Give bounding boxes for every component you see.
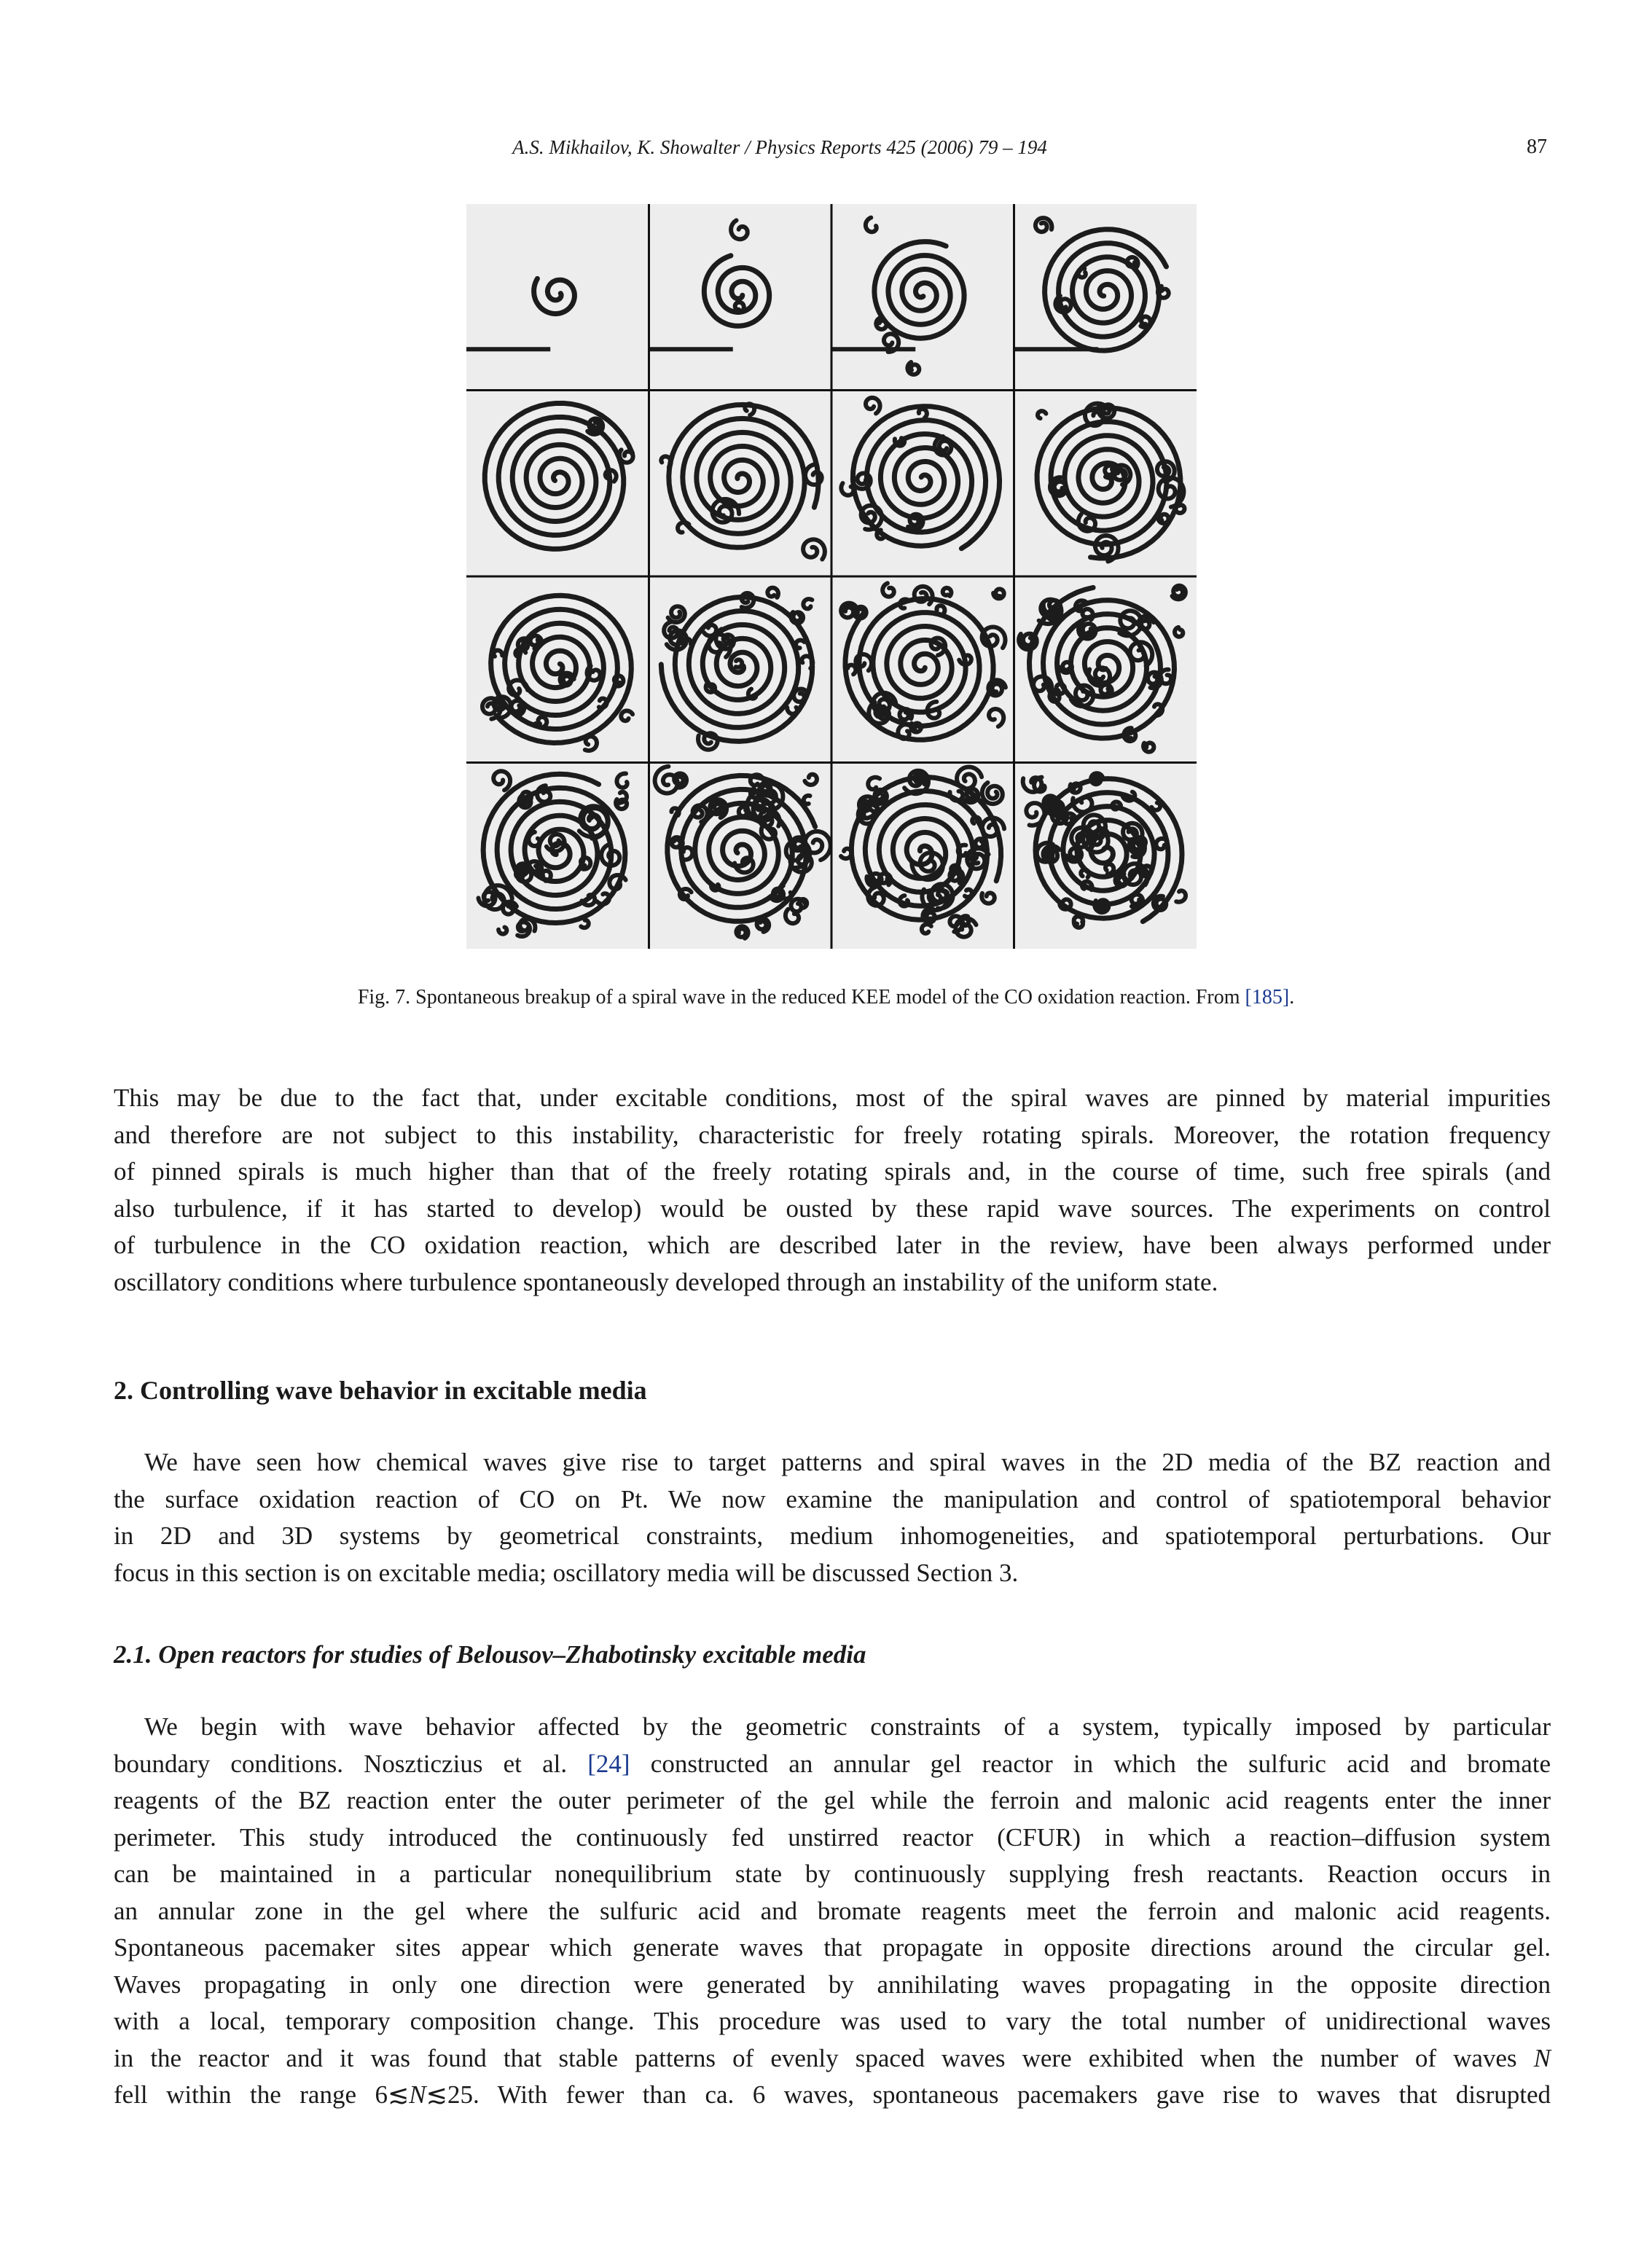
text-line: an annular zone in the gel where the sulfuric acid and bromate reagents meet the ferroin and malonic acid reagents. [114, 1896, 1551, 1925]
text-line: can be maintained in a particular nonequilibrium state by continuously supplying fresh reactants. Reaction occurs in [114, 1860, 1551, 1888]
figure-panel [1014, 204, 1197, 391]
paragraph-section-intro [114, 1444, 1551, 1591]
figure-panel [831, 763, 1014, 949]
figure-panel [649, 391, 832, 577]
text-line: with a local, temporary composition change. This procedure was used to vary the total number of unidirectional waves [114, 2007, 1551, 2035]
paragraph-pinned-spirals [114, 1080, 1551, 1301]
text-segment: boundary conditions. Noszticzius et al. [114, 1749, 588, 1778]
math-symbol: ≲ [387, 2080, 410, 2109]
subsection-heading: 2.1. Open reactors for studies of Belousov–Zhabotinsky excitable media [114, 1640, 866, 1669]
paragraph-open-reactors [114, 1709, 1551, 2114]
figure-panel [831, 576, 1014, 763]
math-variable: N [1533, 2043, 1551, 2072]
text-line: focus in this section is on excitable media; oscillatory media will be discussed Section 3. [114, 1558, 1019, 1587]
running-head [0, 133, 1652, 162]
text-line [114, 2077, 1551, 2114]
math-symbol: ≲ [426, 2080, 447, 2109]
figure-panel [1014, 763, 1197, 949]
running-title: A.S. Mikhailov, K. Showalter / Physics Reports 425 (2006) 79 – 194 [512, 136, 1047, 158]
text-line: This may be due to the fact that, under excitable conditions, most of the spiral waves are pinned by material impurities [114, 1084, 1551, 1112]
text-line: oscillatory conditions where turbulence spontaneously developed through an instability of the uniform state. [114, 1267, 1218, 1296]
figure-panels [466, 204, 1197, 949]
text-line: of pinned spirals is much higher than that of the freely rotating spirals and, in the course of time, such free spirals (and [114, 1157, 1551, 1186]
caption-reference-link[interactable]: [185] [1245, 986, 1290, 1008]
text-line: reagents of the BZ reaction enter the outer perimeter of the gel while the ferroin and malonic acid reagents enter the inner [114, 1786, 1551, 1814]
page-number: 87 [1527, 136, 1547, 158]
figure-panel [466, 391, 649, 577]
text-segment: 25. With fewer than ca. 6 waves, spontaneous pacemakers gave rise to waves that disrupted [447, 2080, 1551, 2109]
figure-panel [466, 576, 649, 763]
text-line: the surface oxidation reaction of CO on Pt. We now examine the manipulation and control of spatiotemporal behavior [114, 1484, 1551, 1513]
caption-end: . [1289, 986, 1295, 1008]
figure-spiral-breakup [466, 204, 1197, 949]
figure-caption [0, 983, 1652, 1012]
figure-panel [831, 204, 1014, 391]
text-segment: fell within the range 6 [114, 2080, 388, 2109]
figure-panel [649, 204, 832, 391]
text-line [114, 2040, 1551, 2077]
figure-panel [466, 204, 649, 391]
text-line: Spontaneous pacemaker sites appear which generate waves that propagate in opposite directions around the circular gel. [114, 1933, 1551, 1962]
text-line: in 2D and 3D systems by geometrical constraints, medium inhomogeneities, and spatiotemporal perturbations. Our [114, 1521, 1551, 1550]
figure-panel [466, 763, 649, 949]
section-heading: 2. Controlling wave behavior in excitable media [114, 1376, 647, 1405]
caption-text: Fig. 7. Spontaneous breakup of a spiral wave in the reduced KEE model of the CO oxidation reaction. From [357, 986, 1245, 1008]
figure-panel [1014, 576, 1197, 763]
figure-panel [1014, 391, 1197, 577]
text-segment: in the reactor and it was found that stable patterns of evenly spaced waves were exhibited when the number of waves [114, 2043, 1534, 2072]
text-line: We begin with wave behavior affected by the geometric constraints of a system, typically imposed by particular [144, 1712, 1551, 1741]
text-line: also turbulence, if it has started to develop) would be ousted by these rapid wave sources. The experiments on control [114, 1194, 1551, 1223]
text-line: of turbulence in the CO oxidation reaction, which are described later in the review, have been always performed under [114, 1231, 1551, 1259]
figure-panel [649, 576, 832, 763]
text-line: perimeter. This study introduced the continuously fed unstirred reactor (CFUR) in which a reaction–diffusion system [114, 1822, 1551, 1852]
figure-panel [831, 391, 1014, 577]
math-variable: N [409, 2080, 426, 2109]
text-line: Waves propagating in only one direction were generated by annihilating waves propagating in the opposite direction [114, 1970, 1551, 1999]
reference-link[interactable]: [24] [587, 1749, 630, 1778]
text-line: and therefore are not subject to this instability, characteristic for freely rotating spirals. Moreover, the rotation frequency [114, 1120, 1551, 1149]
figure-panel [649, 763, 832, 949]
text-line: We have seen how chemical waves give rise to target patterns and spiral waves in the 2D media of the BZ reaction and [144, 1448, 1551, 1476]
text-line [114, 1746, 1551, 1783]
text-segment: constructed an annular gel reactor in which the sulfuric acid and bromate [630, 1749, 1551, 1778]
